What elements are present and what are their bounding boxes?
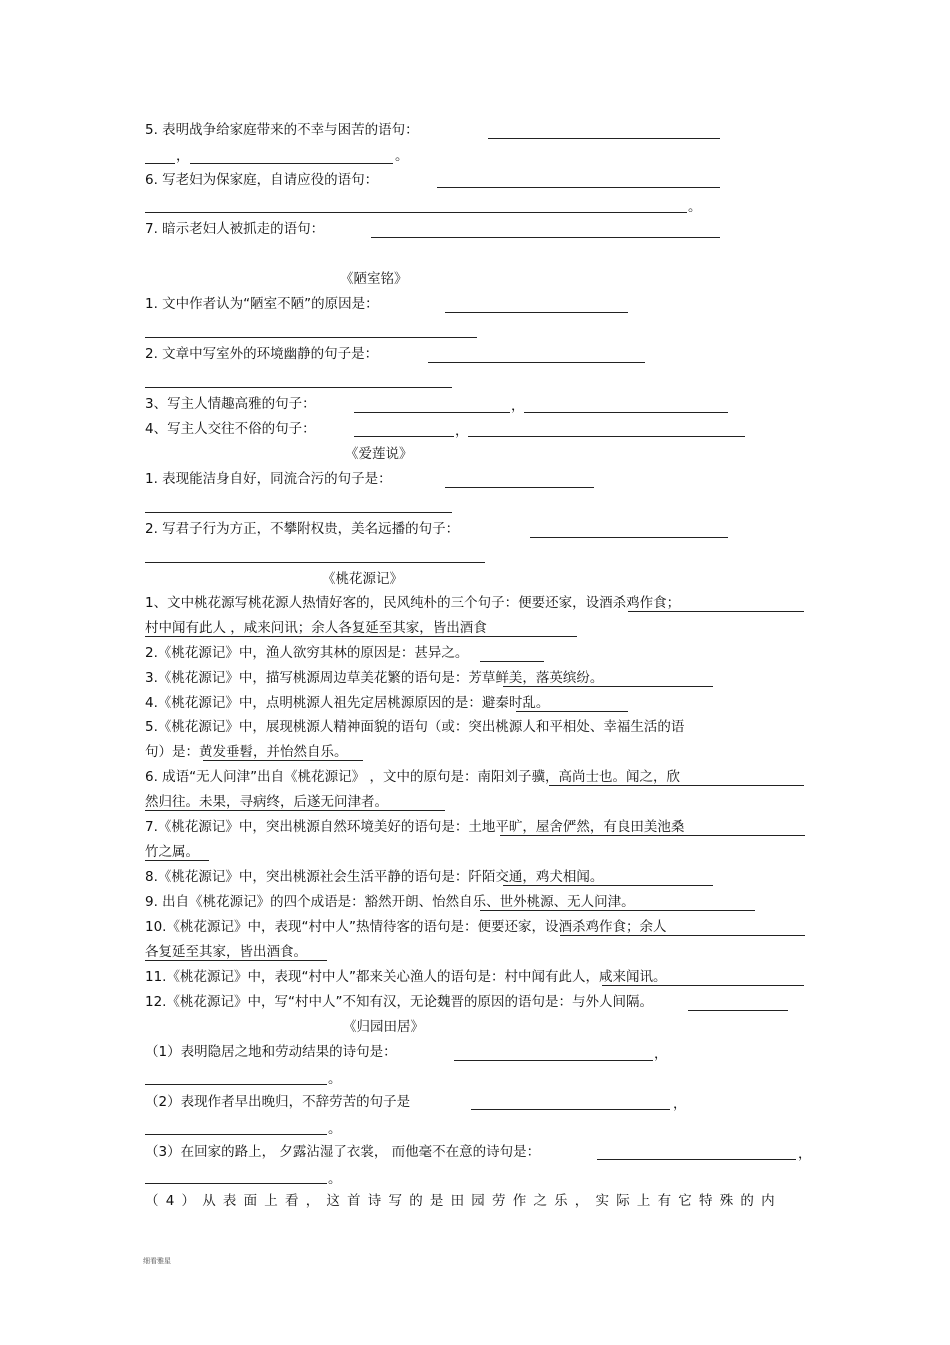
answer-blank[interactable] <box>145 562 485 563</box>
question-1: 1. 表现能洁身自好，同流合污的句子是： <box>145 471 392 487</box>
answer-underline <box>145 810 445 811</box>
answer-blank[interactable] <box>530 537 728 538</box>
question-3: 3、写主人情趣高雅的句子： <box>145 396 316 412</box>
answer-underline <box>145 636 577 637</box>
question-10-line2: 各复延至其家，皆出酒食。 <box>145 944 307 960</box>
punctuation: ， <box>654 1046 668 1062</box>
punctuation: ， <box>798 1146 812 1162</box>
question-2: 2. 文章中写室外的环境幽静的句子是： <box>145 346 379 362</box>
answer-underline <box>503 885 713 886</box>
question-2: 2.《桃花源记》中，渔人欲穷其林的原因是：甚异之。 <box>145 645 469 661</box>
question-4: 4.《桃花源记》中，点明桃源人祖先定居桃源原因的是：避秦时乱。 <box>145 695 550 711</box>
answer-blank[interactable] <box>145 512 452 513</box>
answer-underline <box>628 611 804 612</box>
answer-underline <box>145 960 327 961</box>
answer-underline <box>549 785 804 786</box>
question-3: （3）在回家的路上， 夕露沾湿了衣裳， 而他毫不在意的诗句是： <box>145 1144 541 1160</box>
answer-blank[interactable] <box>145 1084 327 1085</box>
question-6: 6. 写老妇为保家庭，自请应役的语句： <box>145 172 379 188</box>
answer-blank[interactable] <box>468 436 745 437</box>
answer-blank[interactable] <box>145 1183 327 1184</box>
answer-underline <box>688 1010 788 1011</box>
question-4: 4、写主人交往不俗的句子： <box>145 421 316 437</box>
answer-blank[interactable] <box>145 212 687 213</box>
question-6-line2: 然归往。未果，寻病终，后遂无问津者。 <box>145 794 388 810</box>
punctuation: 。 <box>395 148 409 164</box>
question-10-line1: 10.《桃花源记》中，表现“村中人”热情待客的语句是：便要还家，设酒杀鸡作食；余人 <box>145 919 667 935</box>
answer-blank[interactable] <box>145 387 452 388</box>
question-7-line1: 7.《桃花源记》中，突出桃源自然环境美好的语句是：土地平旷，屋舍俨然，有良田美池桑 <box>145 819 685 835</box>
question-1: 1. 文中作者认为“陋室不陋”的原因是： <box>145 296 379 312</box>
question-7: 7. 暗示老妇人被抓走的语句： <box>145 221 325 237</box>
punctuation: ， <box>673 1096 687 1112</box>
question-7-line2: 竹之属。 <box>145 844 199 860</box>
question-1-line2: 村中闻有此人 ，咸来问讯；余人各复延至其家，皆出酒食 <box>145 620 487 636</box>
punctuation: ， <box>455 423 469 439</box>
question-8: 8.《桃花源记》中，突出桃源社会生活平静的语句是：阡陌交通，鸡犬相闻。 <box>145 869 604 885</box>
section-title-taohuayuanji: 《桃花源记》 <box>322 571 403 587</box>
answer-blank[interactable] <box>454 1060 653 1061</box>
question-2: 2. 写君子行为方正，不攀附权贵，美名远播的句子： <box>145 521 460 537</box>
question-1: （1）表明隐居之地和劳动结果的诗句是： <box>145 1044 397 1060</box>
section-title-guiyuantianju: 《归园田居》 <box>343 1019 424 1035</box>
punctuation: 。 <box>328 1071 342 1087</box>
question-6-line1: 6. 成语“无人问津”出自《桃花源记》 ，文中的原句是：南阳刘子骥，高尚士也。闻之，欣 <box>145 769 680 785</box>
question-3: 3.《桃花源记》中，描写桃源周边草美花繁的语句是：芳草鲜美，落英缤纷。 <box>145 670 604 686</box>
answer-blank[interactable] <box>597 1159 796 1160</box>
question-5-line1: 5.《桃花源记》中，展现桃源人精神面貌的语句（或：突出桃源人和平相处、幸福生活的语 <box>145 719 685 735</box>
footer-note: 细看雅星 <box>143 1257 171 1265</box>
punctuation: 。 <box>328 1121 342 1137</box>
question-4: （4）从表面上看，这首诗写的是田园劳作之乐，实际上有它特殊的内 <box>145 1193 782 1209</box>
answer-blank[interactable] <box>445 312 628 313</box>
question-5: 5. 表明战争给家庭带来的不幸与困苦的语句： <box>145 122 419 138</box>
question-1-line1: 1、文中桃花源写桃花源人热情好客的，民风纯朴的三个句子：便要还家，设酒杀鸡作食； <box>145 595 681 611</box>
answer-underline <box>480 661 544 662</box>
answer-underline <box>500 835 805 836</box>
answer-underline <box>560 935 805 936</box>
answer-underline <box>503 686 713 687</box>
answer-blank[interactable] <box>354 412 510 413</box>
answer-blank[interactable] <box>190 163 393 164</box>
question-2: （2）表现作者早出晚归，不辞劳苦的句子是 <box>145 1094 411 1110</box>
answer-blank[interactable] <box>428 362 645 363</box>
section-title-ailianshuo: 《爱莲说》 <box>345 446 413 462</box>
answer-blank[interactable] <box>371 237 720 238</box>
answer-underline <box>203 760 363 761</box>
punctuation: ， <box>176 148 190 164</box>
answer-blank[interactable] <box>471 1109 670 1110</box>
answer-underline <box>480 910 755 911</box>
answer-underline <box>516 711 628 712</box>
answer-blank[interactable] <box>488 138 720 139</box>
question-9: 9. 出自《桃花源记》的四个成语是：豁然开朗、怡然自乐、世外桃源、无人问津。 <box>145 894 635 910</box>
answer-blank[interactable] <box>524 412 728 413</box>
section-title-loushiming: 《陋室铭》 <box>340 271 408 287</box>
answer-underline <box>145 860 209 861</box>
answer-blank[interactable] <box>145 1134 327 1135</box>
question-11: 11.《桃花源记》中，表现“村中人”都来关心渔人的语句是：村中闻有此人，咸来闻讯。 <box>145 969 667 985</box>
answer-blank[interactable] <box>145 337 477 338</box>
punctuation: 。 <box>688 199 702 215</box>
question-12: 12.《桃花源记》中，写“村中人”不知有汉，无论魏晋的原因的语句是：与外人间隔。 <box>145 994 653 1010</box>
punctuation: 。 <box>328 1171 342 1187</box>
answer-blank[interactable] <box>445 487 594 488</box>
punctuation: ， <box>511 398 525 414</box>
answer-blank[interactable] <box>145 163 175 164</box>
answer-underline <box>602 985 804 986</box>
question-5-line2: 句）是：黄发垂髫，并怡然自乐。 <box>145 744 348 760</box>
answer-blank[interactable] <box>437 187 720 188</box>
answer-blank[interactable] <box>354 436 454 437</box>
